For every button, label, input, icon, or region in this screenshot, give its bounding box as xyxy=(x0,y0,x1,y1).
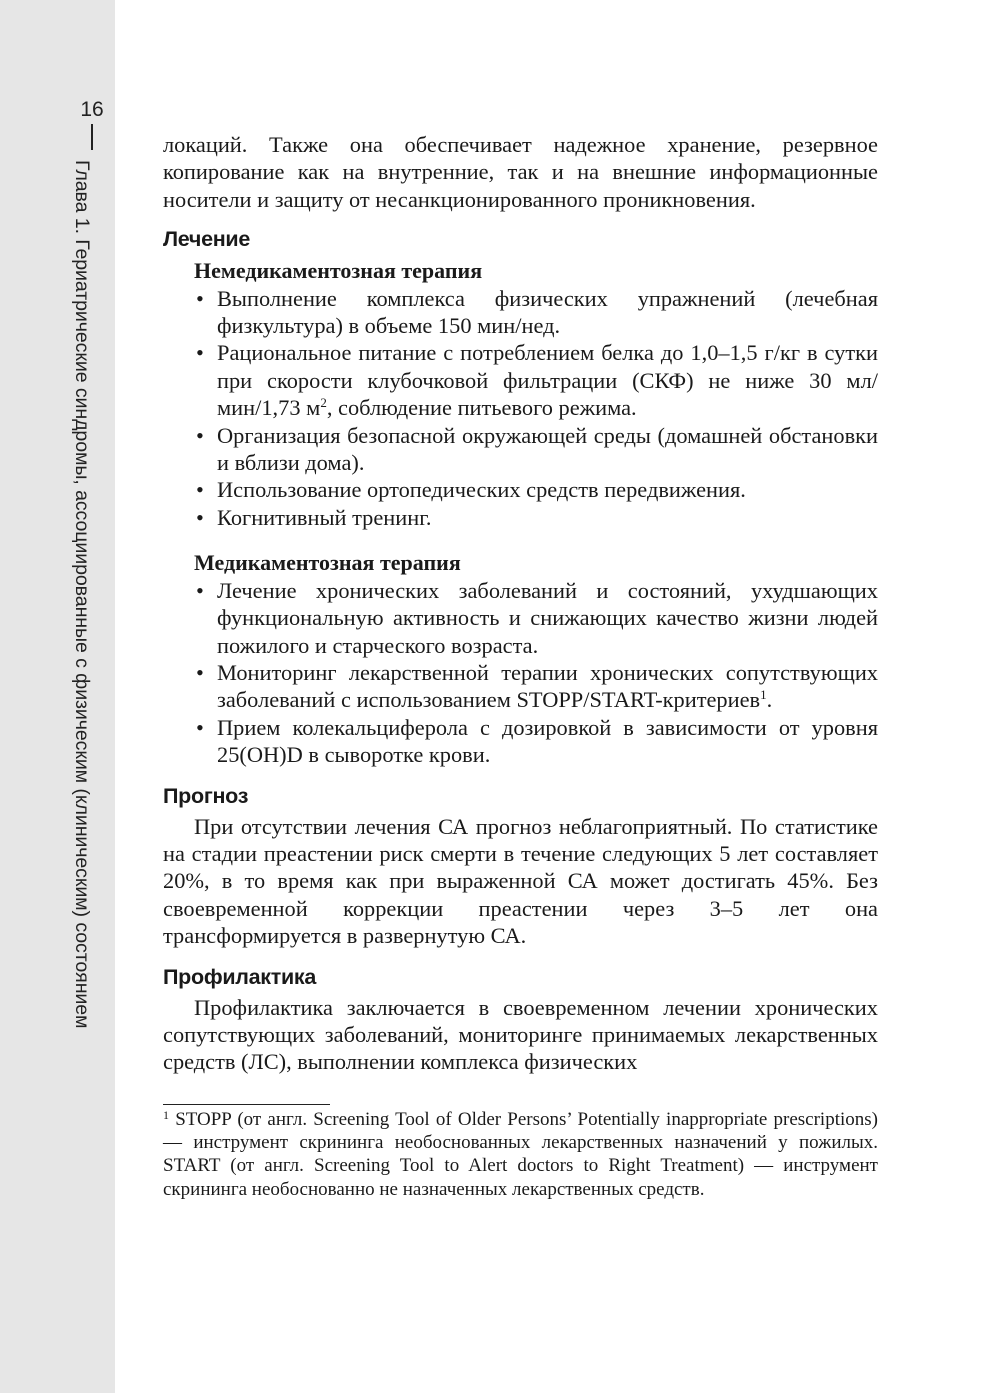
drug-therapy-list xyxy=(163,577,878,769)
footnote-rule xyxy=(163,1104,330,1105)
page-number-rule xyxy=(91,124,93,150)
treatment-heading: Лечение xyxy=(163,227,251,252)
list-item: • Использование ортопедических средств передвижения. xyxy=(196,477,746,503)
list-item: • Организация безопасной окружающей среды (домашней обстановки и вблизи дома). xyxy=(196,422,878,476)
page-body xyxy=(163,131,878,1076)
prevention-paragraph: Профилактика заключается в своевременном лечении хронических сопутствующих заболеваний, мониторинге принимаемых лекарственных средств (ЛС), выполнении комплекса физических xyxy=(163,994,878,1075)
list-item: • Лечение хронических заболеваний и состояний, ухудшающих функциональную активность и снижающих качество жизни людей пожилого и старческого возраста. xyxy=(196,577,878,658)
list-item: • Прием колекальциферола с дозировкой в зависимости от уровня 25(OH)D в сыворотке крови. xyxy=(196,714,878,768)
prevention-heading: Профилактика xyxy=(163,964,316,989)
non-drug-therapy-list xyxy=(163,285,878,532)
list-item: • Выполнение комплекса физических упражнений (лечебная физкультура) в объеме 150 мин/нед. xyxy=(196,285,878,339)
drug-therapy-heading: Медикаментозная терапия xyxy=(194,550,461,576)
prognosis-paragraph: При отсутствии лечения СА прогноз неблагоприятный. По статистике на стадии преастении риск смерти в течение следующих 5 лет составляет 20%, в то время как при выраженной СА может достигать 45%. Без своевременной коррекции преастении через 3–5 лет она трансформируется в развернутую СА. xyxy=(163,813,878,949)
list-item: • Когнитивный тренинг. xyxy=(196,504,432,530)
superscript: 2 xyxy=(320,395,327,411)
list-item: • Рациональное питание с потреблением белка до 1,0–1,5 г/кг в сутки при скорости клубочковой фильтрации (СКФ) не ниже 30 мл/мин/1,73 $м^2$, соблюдение питьевого режима. xyxy=(196,340,878,421)
footnote xyxy=(163,1108,878,1201)
list-item: • Мониторинг лекарственной терапии хронических сопутствующих заболеваний с использованием STOPP/START-критериев$^1$. xyxy=(196,659,878,713)
footnote-marker: 1 xyxy=(163,1108,169,1122)
side-margin-strip xyxy=(0,0,115,1393)
prognosis-heading: Прогноз xyxy=(163,783,249,808)
footnote-text: STOPP (от англ. Screening Tool of Older Persons’ Potentially inappropriate prescriptions) — инструмент скрининга необоснованных лекарственных назначений у пожилых. START (от англ. Screening Tool to Alert doctors to Right Treatment) — инструмент скрининга необоснованно не назначенных лекарственных средств. xyxy=(163,1109,878,1200)
page-number: 16 xyxy=(80,98,104,121)
running-head: Глава 1. Гериатрические синдромы, ассоциированные с физическим (клиническим) состоянием xyxy=(71,160,93,1029)
non-drug-therapy-heading: Немедикаментозная терапия xyxy=(194,258,483,284)
footnote-reference: 1 xyxy=(760,687,767,703)
intro-paragraph: локаций. Также она обеспечивает надежное хранение, резервное копирование как на внутренние, так и на внешние информационные носители и защиту от несанкционированного проникновения. xyxy=(163,132,878,212)
